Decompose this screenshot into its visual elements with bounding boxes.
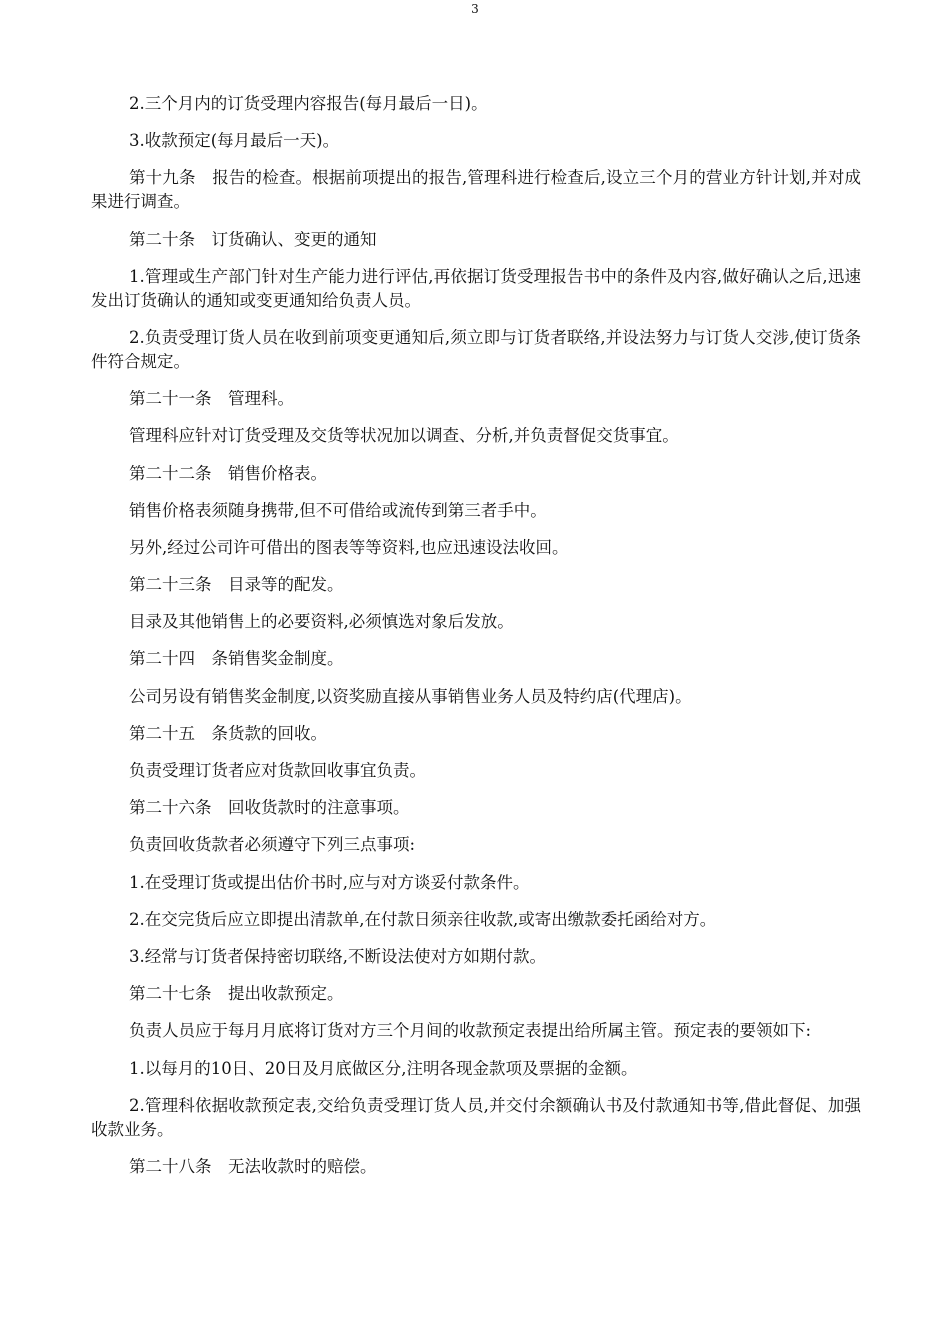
article-26-heading: 第二十六条 回收货款时的注意事项。 xyxy=(129,798,410,818)
article-23-text: 目录及其他销售上的必要资料,必须慎选对象后发放。 xyxy=(129,612,514,632)
article-27-heading: 第二十七条 提出收款预定。 xyxy=(129,984,344,1004)
article-19: 第十九条 报告的检查。根据前项提出的报告,管理科进行检查后,设立三个月的营业方针计划,并对成果进行调查。 xyxy=(91,168,861,212)
article-22-text-2: 另外,经过公司许可借出的图表等等资料,也应迅速设法收回。 xyxy=(129,537,569,557)
list-item-collection-plan: 3.收款预定(每月最后一天)。 xyxy=(129,131,340,151)
article-27-text: 负责人员应于每月月底将订货对方三个月间的收款预定表提出给所属主管。预定表的要领如下: xyxy=(129,1021,812,1041)
article-27-item-2: 2.管理科依据收款预定表,交给负责受理订货人员,并交付余额确认书及付款通知书等,借此督促、加强收款业务。 xyxy=(91,1095,861,1139)
article-25-text: 负责受理订货者应对货款回收事宜负责。 xyxy=(129,761,426,780)
article-25-heading: 第二十五 条货款的回收。 xyxy=(129,723,327,743)
list-item-report-content: 2.三个月内的订货受理内容报告(每月最后一日)。 xyxy=(129,94,488,113)
article-26-item-1: 1.在受理订货或提出估价书时,应与对方谈妥付款条件。 xyxy=(129,872,530,892)
article-24-text: 公司另设有销售奖金制度,以资奖励直接从事销售业务人员及特约店(代理店)。 xyxy=(129,686,692,706)
article-20-item-2: 2.负责受理订货人员在收到前项变更通知后,须立即与订货者联络,并设法努力与订货人交涉,使订货条件符合规定。 xyxy=(91,327,861,371)
article-28-heading: 第二十八条 无法收款时的赔偿。 xyxy=(129,1156,377,1176)
document-body xyxy=(91,92,861,1192)
article-21-text: 管理科应针对订货受理及交货等状况加以调查、分析,并负责督促交货事宜。 xyxy=(129,426,679,446)
article-21-heading: 第二十一条 管理科。 xyxy=(129,389,294,409)
article-22-heading: 第二十二条 销售价格表。 xyxy=(129,463,327,483)
article-27-item-1: 1.以每月的10日、20日及月底做区分,注明各现金款项及票据的金额。 xyxy=(129,1058,638,1078)
article-26-item-2: 2.在交完货后应立即提出清款单,在付款日须亲往收款,或寄出缴款委托函给对方。 xyxy=(129,909,717,929)
article-20-item-1: 1.管理或生产部门针对生产能力进行评估,再依据订货受理报告书中的条件及内容,做好确认之后,迅速发出订货确认的通知或变更通知给负责人员。 xyxy=(91,266,861,310)
page-number: 3 xyxy=(471,2,479,16)
article-20-heading: 第二十条 订货确认、变更的通知 xyxy=(129,229,377,249)
article-22-text-1: 销售价格表须随身携带,但不可借给或流传到第三者手中。 xyxy=(129,500,547,520)
article-26-intro: 负责回收货款者必须遵守下列三点事项: xyxy=(129,835,416,855)
article-24-heading: 第二十四 条销售奖金制度。 xyxy=(129,649,344,669)
article-26-item-3: 3.经常与订货者保持密切联络,不断设法使对方如期付款。 xyxy=(129,946,546,966)
article-23-heading: 第二十三条 目录等的配发。 xyxy=(129,575,344,595)
